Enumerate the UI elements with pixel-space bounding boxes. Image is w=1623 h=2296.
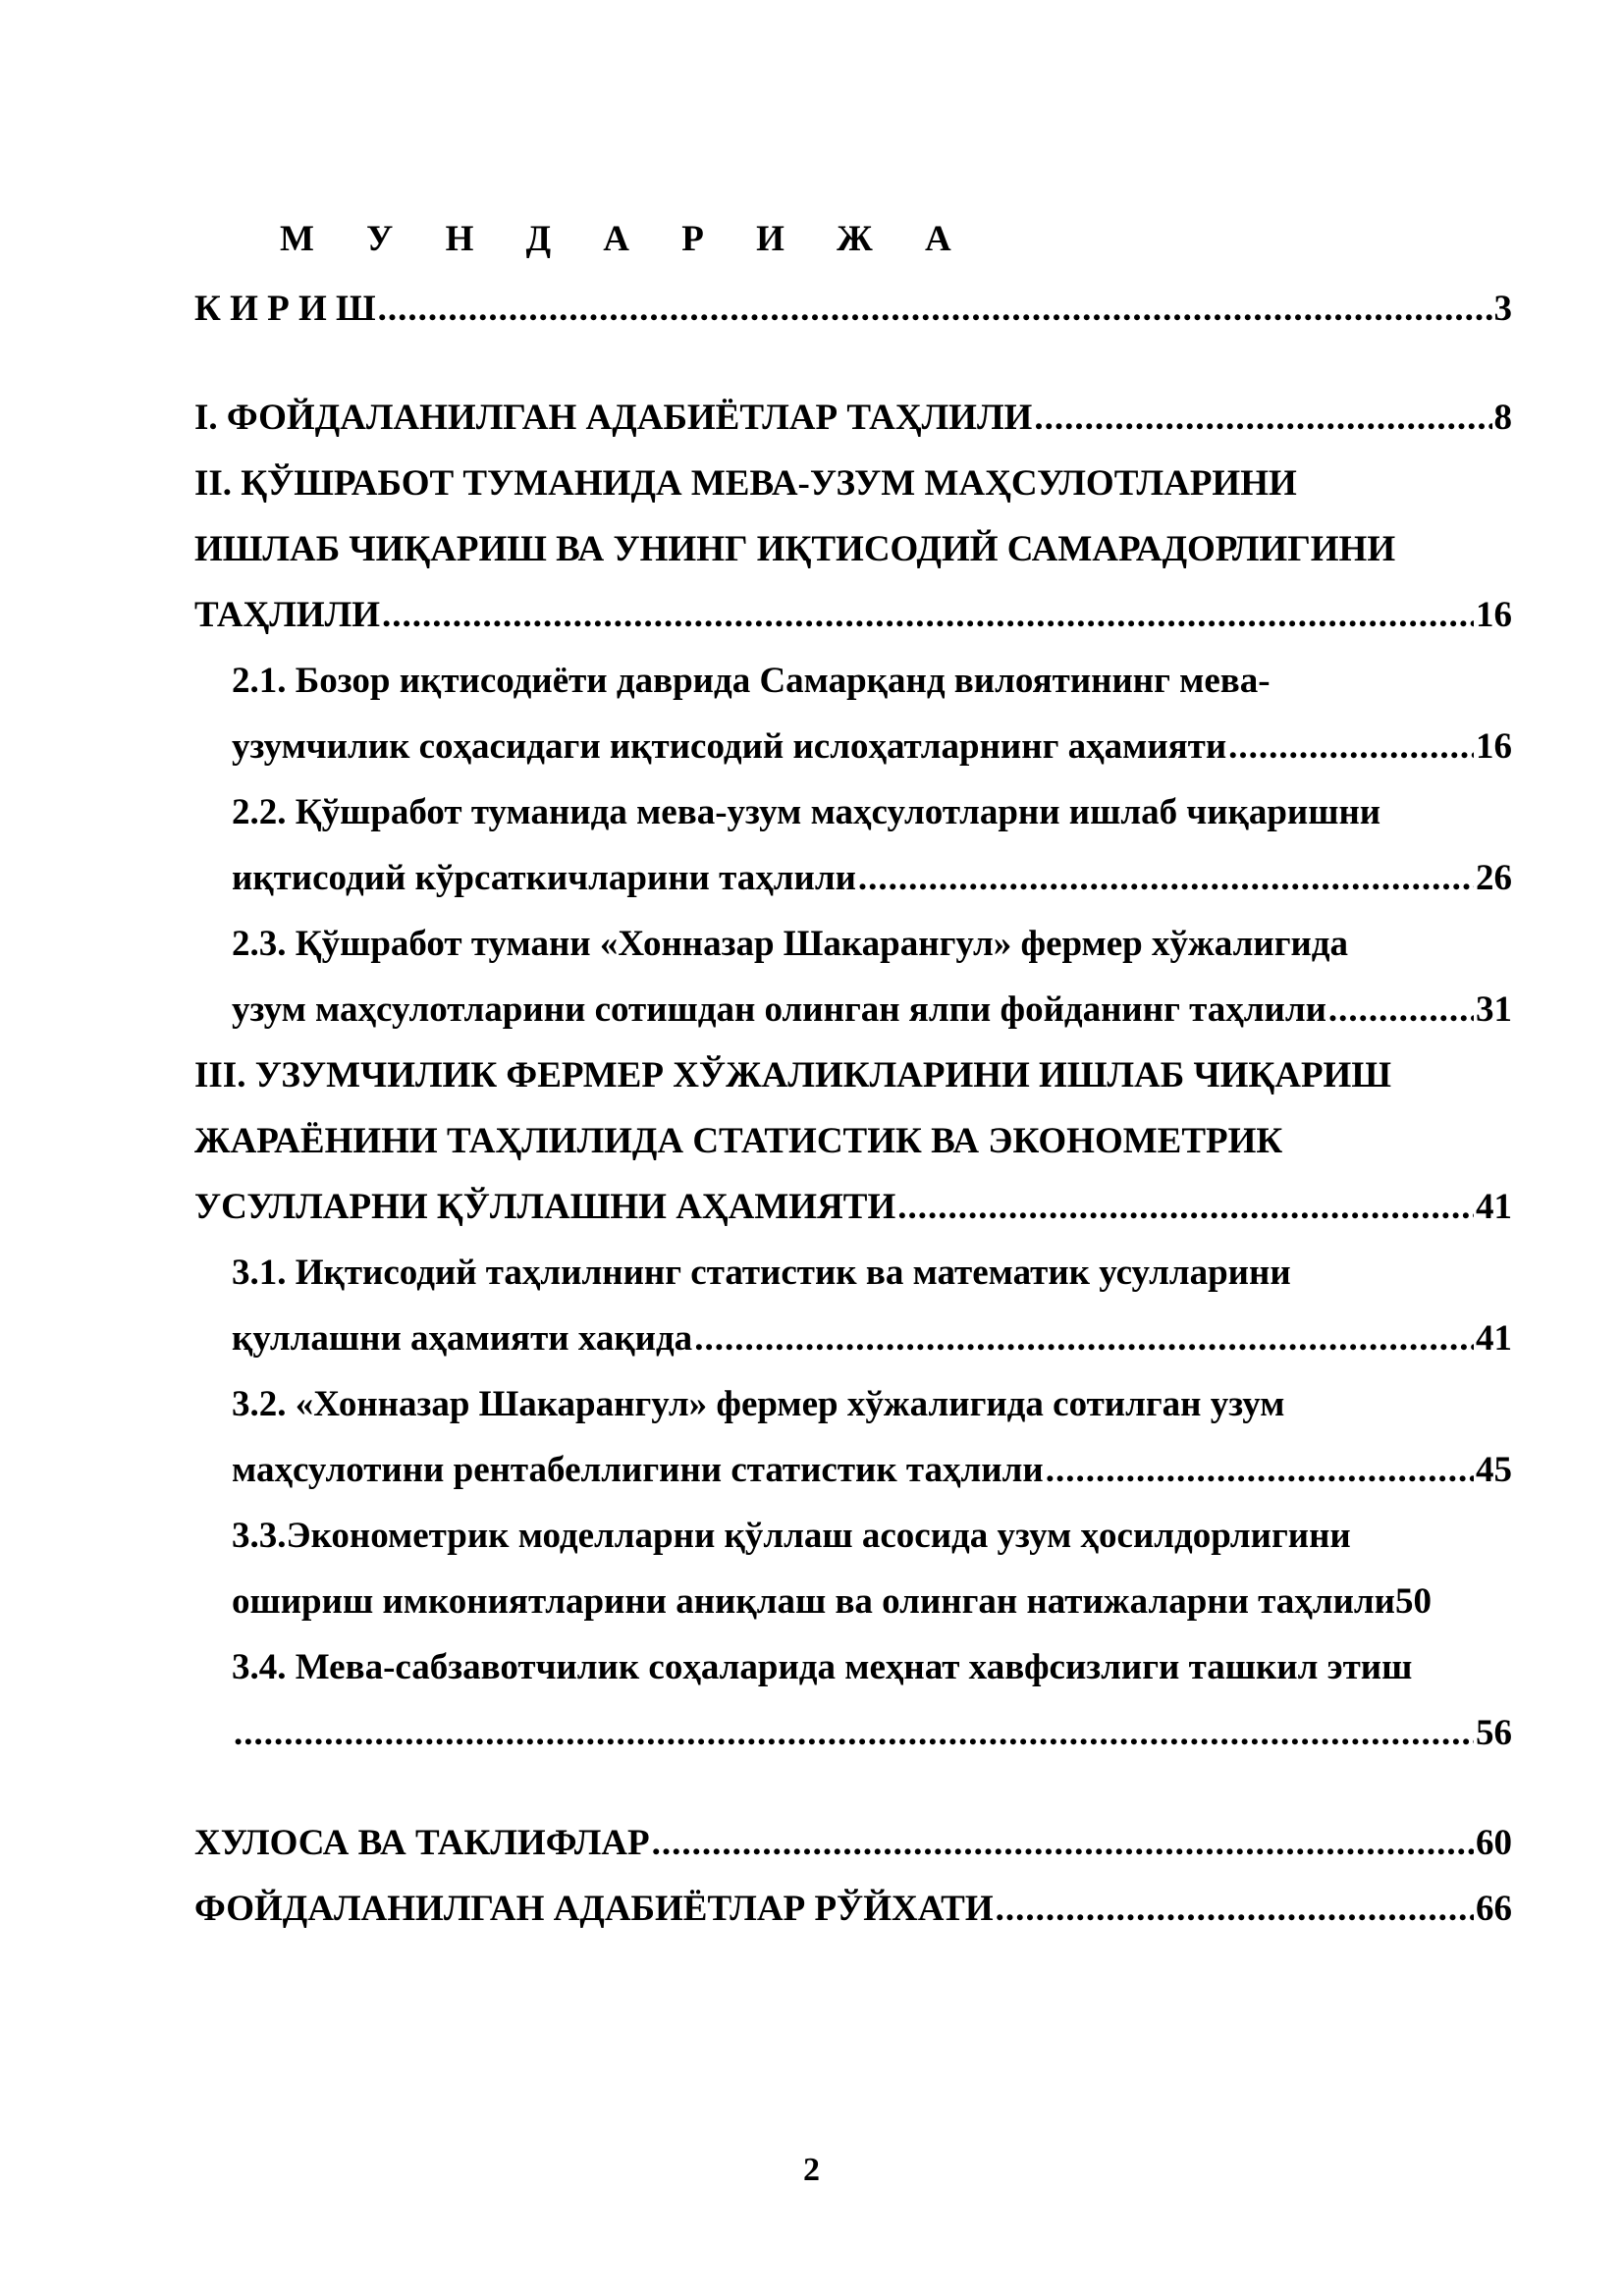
dot-leader: [858, 856, 1474, 901]
toc-entry-page: 26: [1476, 858, 1512, 898]
toc-entry-page: 45: [1476, 1450, 1512, 1490]
toc-entry-text: маҳсулотини рентабеллигини статистик таҳлили: [232, 1450, 1044, 1490]
toc-entry-page: 31: [1476, 989, 1512, 1030]
toc-entry-text: 3.1. Иқтисодий таҳлилнинг статистик ва математик усулларини: [232, 1253, 1291, 1293]
toc-entry-page: 50: [1394, 1581, 1432, 1622]
toc-entry-text: 2.2. Қўшработ туманида мева-узум маҳсулотларни ишлаб чиқаришни: [232, 792, 1381, 832]
toc-entry-chapter-2-line2: [194, 527, 1512, 572]
toc-entry-page: 16: [1476, 595, 1512, 635]
toc-entry-chapter-3-line3: [194, 1185, 1512, 1230]
toc-entry-section-2-1-line1: [232, 659, 1512, 704]
toc-entry-section-2-2-line2: [232, 856, 1512, 901]
toc-entry-chapter-2-line1: [194, 461, 1512, 507]
toc-entry-chapter-3-line1: [194, 1053, 1512, 1098]
toc-entry-text: узум маҳсулотларини сотишдан олинган ялпи фойданинг таҳлили: [232, 989, 1326, 1030]
dot-leader: [234, 1711, 1474, 1756]
toc-entry-text: II. ҚЎШРАБОТ ТУМАНИДА МЕВА-УЗУМ МАҲСУЛОТЛАРИНИ: [194, 463, 1297, 504]
toc-entry-section-3-2-line2: [232, 1448, 1512, 1493]
dot-leader: [652, 1821, 1474, 1866]
toc-entry-text: III. УЗУМЧИЛИК ФЕРМЕР ХЎЖАЛИКЛАРИНИ ИШЛАБ ЧИҚАРИШ: [194, 1055, 1391, 1095]
toc-entry-text: 3.2. «Хонназар Шакарангул» фермер хўжалигида сотилган узум: [232, 1384, 1285, 1424]
toc-entry-section-3-3-line1: [232, 1514, 1512, 1559]
toc-entry-text: узумчилик соҳасидаги иқтисодий ислоҳатларнинг аҳамияти: [232, 726, 1227, 767]
dot-leader: [382, 593, 1474, 638]
toc-entry-text: ХУЛОСА ВА ТАКЛИФЛАР: [194, 1823, 650, 1863]
dot-leader: [378, 287, 1492, 332]
dot-leader: [1046, 1448, 1474, 1493]
toc-entry-text: 2.3. Қўшработ тумани «Хонназар Шакарангул» фермер хўжалигида: [232, 924, 1349, 964]
toc-entry-text: ТАҲЛИЛИ: [194, 595, 380, 635]
toc-entry-page: 8: [1493, 398, 1512, 438]
toc-entry-page: 3: [1493, 289, 1512, 329]
toc-entry-text: ошириш имкониятларини аниқлаш ва олинган натижаларни таҳлили: [232, 1581, 1395, 1622]
toc-entry-page: 41: [1476, 1318, 1512, 1359]
toc-entry-page: 66: [1476, 1889, 1512, 1929]
toc-entry-text: иқтисодий кўрсаткичларини таҳлили: [232, 858, 856, 898]
toc-entry-text: 2.1. Бозор иқтисодиёти даврида Самарқанд вилоятининг мева-: [232, 661, 1271, 701]
toc-entry-text: 3.4. Мева-сабзавотчилик соҳаларида меҳнат хавфсизлиги ташкил этиш: [232, 1647, 1413, 1687]
toc-entry-section-2-3-line2: [232, 988, 1512, 1033]
toc-entry-text: ИШЛАБ ЧИҚАРИШ ВА УНИНГ ИҚТИСОДИЙ САМАРАДОРЛИГИНИ: [194, 529, 1396, 569]
dot-leader: [1228, 724, 1474, 770]
toc-entry-section-3-3-line2: [232, 1579, 1512, 1625]
dot-leader: [1328, 988, 1474, 1033]
toc-entry-text: УСУЛЛАРНИ ҚЎЛЛАШНИ АҲАМИЯТИ: [194, 1187, 896, 1227]
toc-entry-section-3-4-line1: [232, 1645, 1512, 1690]
toc-entry-text: қуллашни аҳамияти хақида: [232, 1318, 693, 1359]
toc-entry-page: 56: [1476, 1713, 1512, 1753]
page-number: 2: [803, 2152, 820, 2188]
dot-leader: [1034, 396, 1491, 441]
toc-entry-page: 60: [1476, 1823, 1512, 1863]
toc-entry-section-2-2-line1: [232, 790, 1512, 835]
toc-entry-section-2-1-line2: [232, 724, 1512, 770]
toc-entry-text: ФОЙДАЛАНИЛГАН АДАБИЁТЛАР РЎЙХАТИ: [194, 1889, 994, 1929]
toc-entry-text: ЖАРАЁНИНИ ТАҲЛИЛИДА СТАТИСТИК ВА ЭКОНОМЕТРИК: [194, 1121, 1283, 1161]
toc-entry-section-3-4-line2: [232, 1711, 1512, 1756]
toc-title: М У Н Д А Р И Ж А: [280, 219, 973, 259]
toc-entry-section-3-1-line2: [232, 1316, 1512, 1362]
toc-entry-chapter-1: [194, 396, 1512, 441]
toc-entry-text: 3.3.Эконометрик моделларни қўллаш асосида узум ҳосилдорлигини: [232, 1516, 1351, 1556]
toc-entry-references: [194, 1887, 1512, 1932]
toc-entry-text: I. ФОЙДАЛАНИЛГАН АДАБИЁТЛАР ТАҲЛИЛИ: [194, 398, 1033, 438]
dot-leader: [996, 1887, 1474, 1932]
dot-leader: [897, 1185, 1474, 1230]
toc-entry-chapter-3-line2: [194, 1119, 1512, 1164]
toc-entry-intro: [194, 287, 1512, 332]
toc-entry-text: К И Р И Ш: [194, 289, 376, 329]
toc-entry-chapter-2-line3: [194, 593, 1512, 638]
toc-entry-section-3-1-line1: [232, 1251, 1512, 1296]
toc-entry-page: 16: [1476, 726, 1512, 767]
dot-leader: [694, 1316, 1474, 1362]
toc-entry-conclusion: [194, 1821, 1512, 1866]
toc-entry-section-3-2-line1: [232, 1382, 1512, 1427]
toc-entry-section-2-3-line1: [232, 922, 1512, 967]
toc-entry-page: 41: [1476, 1187, 1512, 1227]
